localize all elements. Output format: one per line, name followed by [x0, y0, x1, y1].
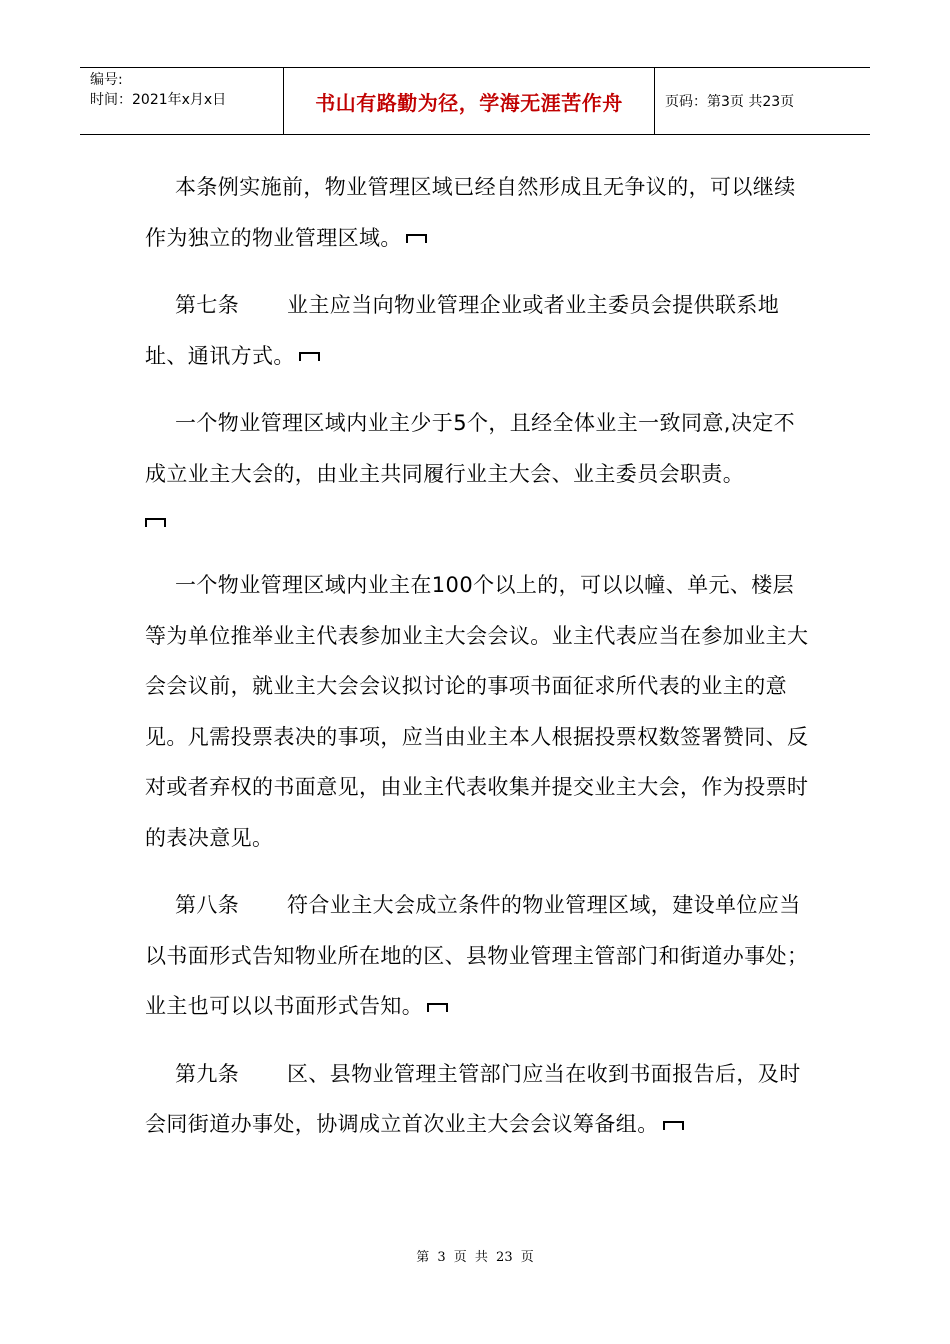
document-number-label: 编号:: [90, 72, 123, 88]
page-footer: 第 3 页 共 23 页: [416, 1250, 534, 1265]
paragraph: [145, 398, 810, 499]
paragraph-text: 区、县物业管理主管部门应当在收到书面报告后，及时会同街道办事处，协调成立首次业主大会会议筹备组。: [145, 1061, 801, 1136]
paragraph-mark-icon: [663, 1121, 684, 1130]
article-number: 第八条: [175, 893, 240, 917]
paragraph-text: 一个物业管理区域内业主少于5个，且经全体业主一致同意,决定不成立业主大会的，由业主共同履行业主大会、业主委员会职责。: [145, 411, 796, 486]
paragraph-mark-icon: [427, 1003, 448, 1012]
header-page-number: 页码：第3页 共23页: [665, 94, 795, 110]
paragraph-text: 符合业主大会成立条件的物业管理区域，建设单位应当以书面形式告知物业所在地的区、县物业管理主管部门和街道办事处；业主也可以以书面形式告知。: [145, 893, 809, 1018]
paragraph-text: 一个物业管理区域内业主在100个以上的，可以以幢、单元、楼层等为单位推举业主代表参加业主大会会议。业主代表应当在参加业主大会会议前，就业主大会会议拟讨论的事项书面征求所代表的业主的意见。凡需投票表决的事项，应当由业主本人根据投票权数签署赞同、反对或者弃权的书面意见，由业主代表收集并提交业主大会，作为投票时的表决意见。: [145, 573, 809, 850]
paragraph: [145, 560, 810, 863]
document-body: [145, 162, 810, 1167]
paragraph-mark-icon: [406, 234, 427, 243]
page-header: [80, 67, 870, 135]
paragraph: [145, 162, 810, 263]
paragraph-mark-icon: [299, 352, 320, 361]
header-left-cell: [80, 68, 283, 134]
header-right-cell: [655, 68, 870, 134]
paragraph: [145, 1049, 810, 1150]
paragraph-text: 业主应当向物业管理企业或者业主委员会提供联系地址、通讯方式。: [145, 293, 780, 368]
header-motto-cell: [283, 68, 655, 134]
paragraph: [145, 280, 810, 381]
header-motto: 书山有路勤为径，学海无涯苦作舟: [315, 90, 623, 115]
paragraph-mark-line: [145, 499, 810, 543]
paragraph-text: 本条例实施前，物业管理区域已经自然形成且无争议的，可以继续作为独立的物业管理区域。: [145, 175, 796, 250]
paragraph-mark-icon: [145, 518, 166, 527]
document-time-label: 时间：2021年x月x日: [90, 92, 227, 108]
article-number: 第九条: [175, 1061, 240, 1086]
article-number: 第七条: [175, 293, 240, 317]
paragraph: [145, 880, 810, 1032]
